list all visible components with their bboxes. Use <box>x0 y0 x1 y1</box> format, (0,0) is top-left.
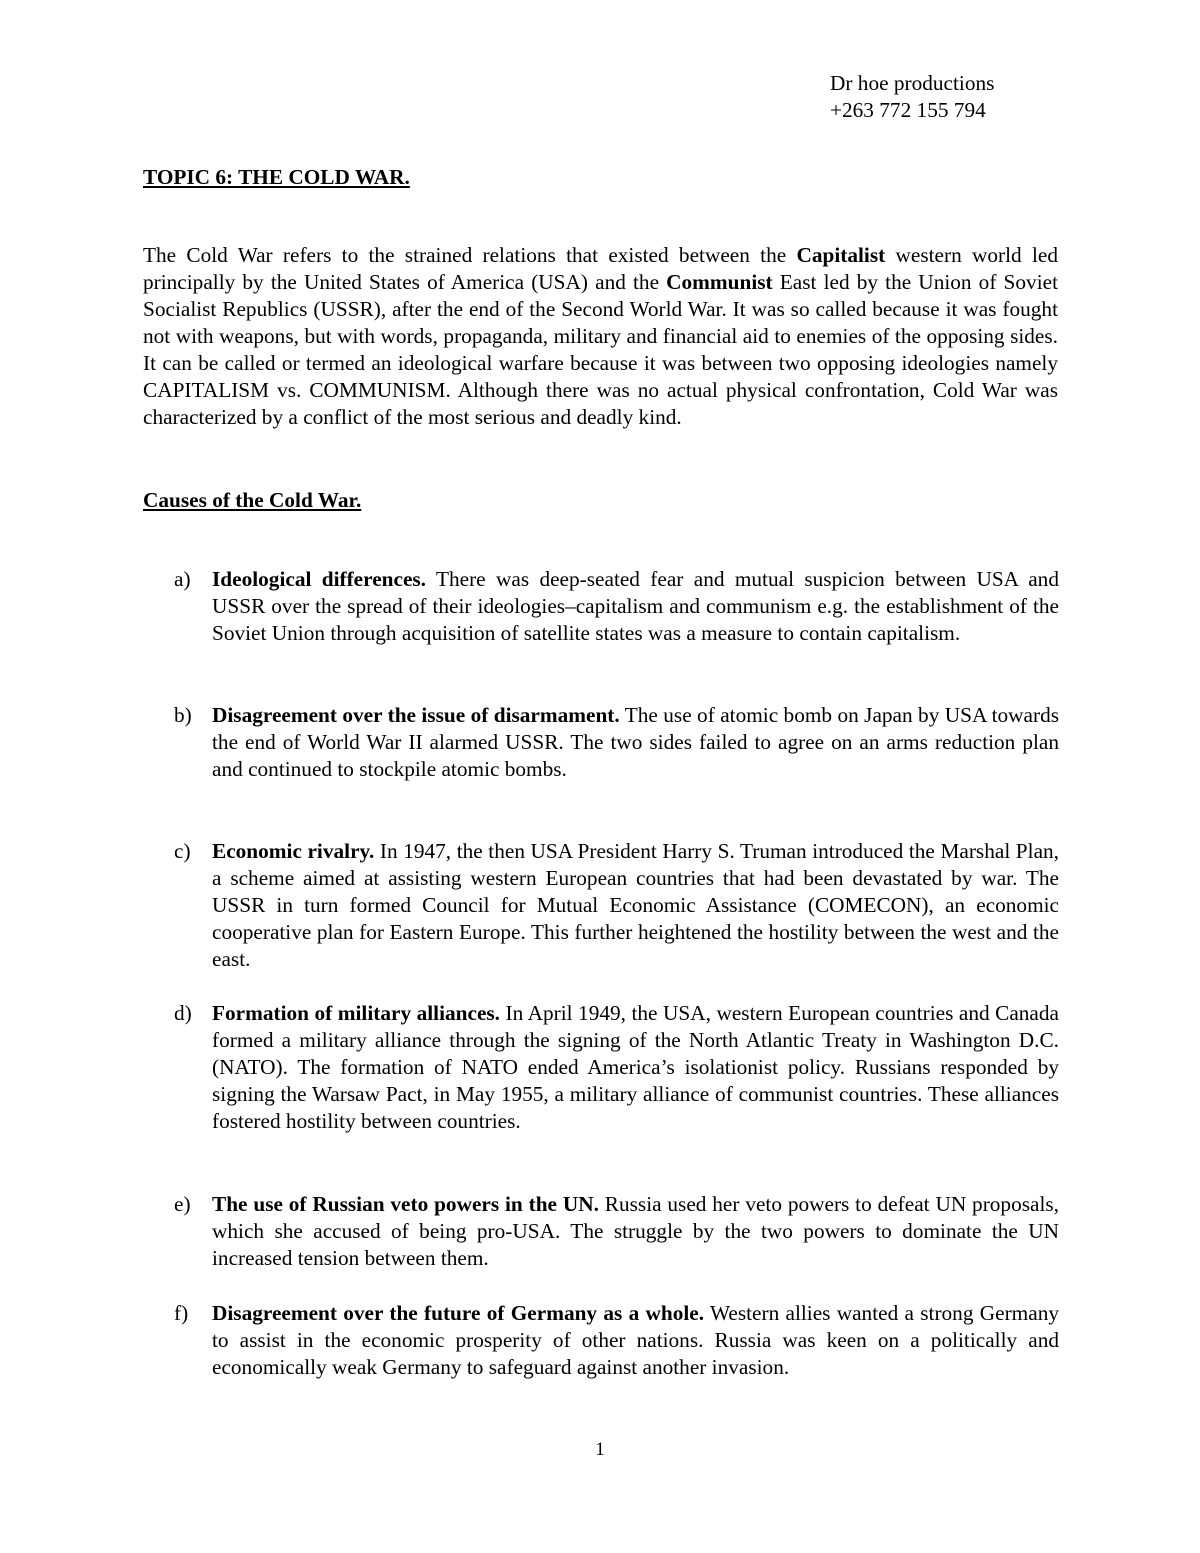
intro-text-2: western world led principally by the United States of America (USA) and the <box>143 243 1058 294</box>
cause-item-d <box>174 1000 1059 1135</box>
causes-heading: Causes of the Cold War. <box>143 488 362 512</box>
cause-text: There was deep-seated fear and mutual suspicion between USA and USSR over the spread of their ideologies–capitalism and communism e.g. the establishment of the Soviet Union through acquisition of satellite states was a measure to contain capitalism. <box>212 567 1059 645</box>
cause-text: In 1947, the then USA President Harry S. Truman introduced the Marshal Plan, a scheme aimed at assisting western European countries that had been devastated by war. The USSR in turn formed Council for Mutual Economic Assistance (COMECON), an economic cooperative plan for Eastern Europe. This further heightened the hostility between the west and the east. <box>212 839 1059 971</box>
cause-lead: Ideological differences. <box>212 567 427 591</box>
page-title: TOPIC 6: THE COLD WAR. <box>143 165 410 189</box>
header-author: Dr hoe productions <box>830 71 995 95</box>
list-marker: d) <box>174 1001 192 1025</box>
list-marker: a) <box>174 567 191 591</box>
cause-lead: The use of Russian veto powers in the UN. <box>212 1192 599 1216</box>
intro-bold-capitalist: Capitalist <box>796 243 886 267</box>
cause-item-a <box>174 566 1059 647</box>
cause-item-f <box>174 1300 1059 1381</box>
cause-item-e <box>174 1191 1059 1272</box>
cause-text: The use of atomic bomb on Japan by USA towards the end of World War II alarmed USSR. The two sides failed to agree on an arms reduction plan and continued to stockpile atomic bombs. <box>212 703 1060 781</box>
header-phone: +263 772 155 794 <box>830 98 986 122</box>
cause-lead: Economic rivalry. <box>212 839 375 863</box>
intro-text-1: The Cold War refers to the strained relations that existed between the <box>143 243 797 267</box>
cause-body <box>212 566 1059 647</box>
intro-paragraph <box>143 242 1058 431</box>
cause-lead: Disagreement over the future of Germany as a whole. <box>212 1301 705 1325</box>
document-header <box>830 70 1060 124</box>
list-marker: f) <box>174 1301 189 1325</box>
cause-lead: Disagreement over the issue of disarmament. <box>212 703 620 727</box>
list-marker: e) <box>174 1192 191 1216</box>
cause-body <box>212 1300 1059 1381</box>
intro-text-3: East led by the Union of Soviet Socialist Republics (USSR), after the end of the Second World War. It was so called because it was fought not with weapons, but with words, propaganda, military and financial aid to enemies of the opposing sides. It can be called or termed an ideological warfare because it was between two opposing ideologies namely CAPITALISM vs. COMMUNISM. Although there was no actual physical confrontation, Cold War was characterized by a conflict of the most serious and deadly kind. <box>143 270 1058 429</box>
cause-text: Western allies wanted a strong Germany to assist in the economic prosperity of other nations. Russia was keen on a politically and economically weak Germany to safeguard against another invasion. <box>212 1301 1060 1379</box>
cause-item-c <box>174 838 1059 973</box>
cause-body <box>212 1000 1059 1135</box>
cause-lead: Formation of military alliances. <box>212 1001 501 1025</box>
intro-bold-communist: Communist <box>666 270 773 294</box>
cause-body <box>212 1191 1059 1272</box>
page-number: 1 <box>595 1439 605 1460</box>
cause-text: In April 1949, the USA, western European countries and Canada formed a military alliance through the signing of the North Atlantic Treaty in Washington D.C. (NATO). The formation of NATO ended America’s isolationist policy. Russians responded by signing the Warsaw Pact, in May 1955, a military alliance of communist countries. These alliances fostered hostility between countries. <box>212 1001 1059 1133</box>
list-marker: c) <box>174 839 191 863</box>
list-marker: b) <box>174 703 192 727</box>
cause-item-b <box>174 702 1059 783</box>
cause-body <box>212 838 1059 973</box>
cause-text: Russia used her veto powers to defeat UN proposals, which she accused of being pro-USA. The struggle by the two powers to dominate the UN increased tension between them. <box>212 1192 1059 1270</box>
cause-body <box>212 702 1059 783</box>
